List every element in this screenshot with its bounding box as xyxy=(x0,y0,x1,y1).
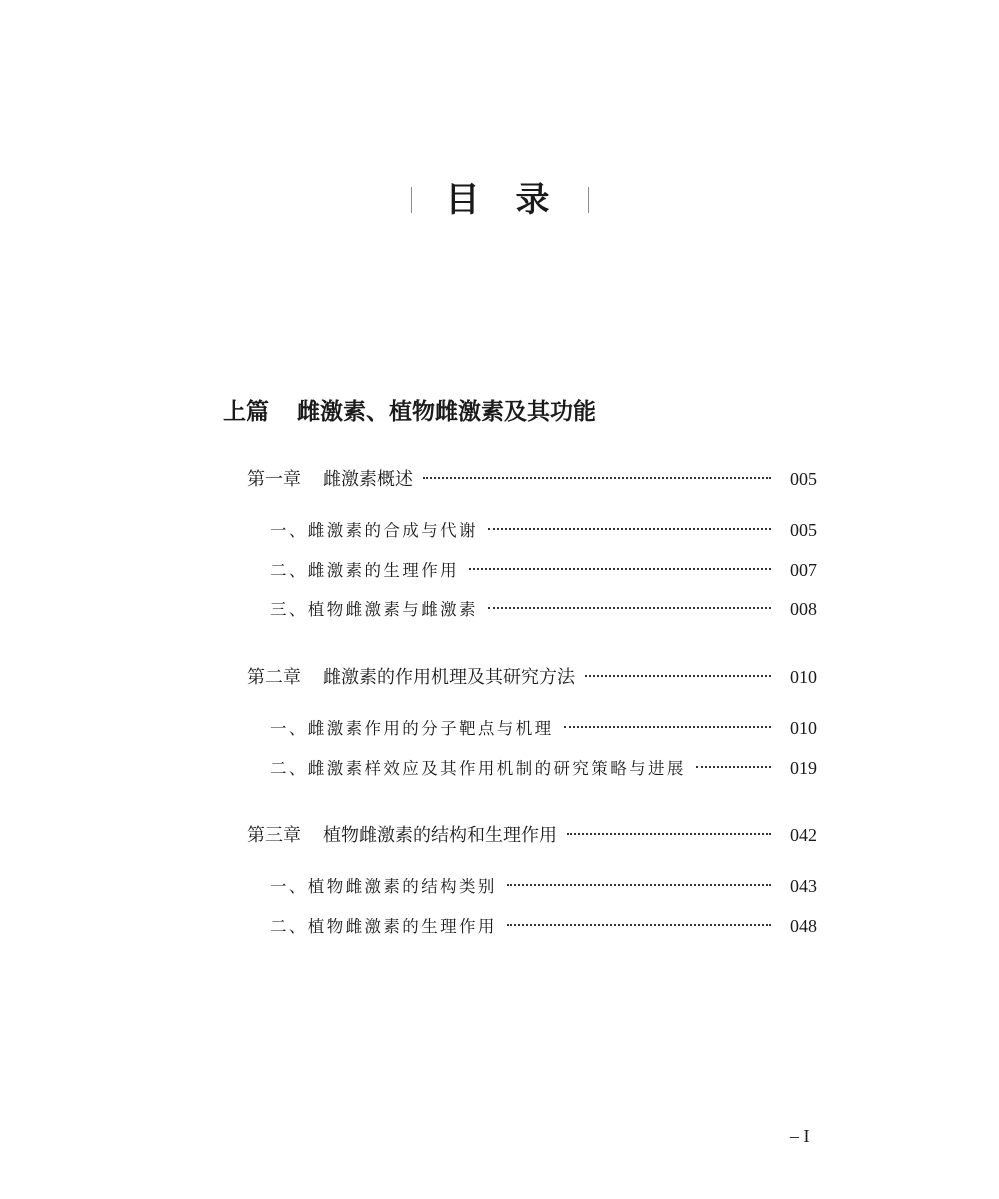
toc-section-1-1[interactable] xyxy=(270,517,817,544)
part-heading xyxy=(223,396,596,428)
dot-leader xyxy=(488,528,771,530)
section-title: 一、雌激素作用的分子靶点与机理 xyxy=(270,719,554,738)
page-number: 010 xyxy=(790,718,817,738)
toc-chapter-2[interactable] xyxy=(247,664,817,691)
page-title: 目录 xyxy=(445,180,586,220)
page-number: 005 xyxy=(790,520,817,540)
chapter-number: 第一章 xyxy=(247,469,301,490)
page-number: 008 xyxy=(790,599,817,619)
chapter-title: 植物雌激素的结构和生理作用 xyxy=(323,825,557,846)
dot-leader xyxy=(696,766,771,768)
toc-chapter-3[interactable] xyxy=(247,822,817,849)
toc-section-1-2[interactable] xyxy=(270,557,817,584)
toc-section-1-3[interactable] xyxy=(270,596,817,623)
page-folio: – I xyxy=(790,1126,810,1146)
chapter-number: 第二章 xyxy=(247,667,301,688)
page-number: 043 xyxy=(790,876,817,896)
page-number: 042 xyxy=(790,825,817,845)
toc-section-2-2[interactable] xyxy=(270,755,817,782)
part-title: 雌激素、植物雌激素及其功能 xyxy=(297,399,596,425)
section-title: 二、植物雌激素的生理作用 xyxy=(270,917,497,936)
page-number: 010 xyxy=(790,667,817,687)
section-title: 一、植物雌激素的结构类别 xyxy=(270,877,497,896)
toc-heading xyxy=(0,178,999,222)
dot-leader xyxy=(564,726,772,728)
chapter-number: 第三章 xyxy=(247,825,301,846)
section-title: 二、雌激素的生理作用 xyxy=(270,561,459,580)
toc-section-3-2[interactable] xyxy=(270,913,817,940)
dot-leader xyxy=(507,884,771,886)
page-number: 019 xyxy=(790,758,817,778)
section-title: 三、植物雌激素与雌激素 xyxy=(270,600,478,619)
page-number: 007 xyxy=(790,560,817,580)
toc-section-3-1[interactable] xyxy=(270,873,817,900)
section-title: 一、雌激素的合成与代谢 xyxy=(270,521,478,540)
title-left-rule xyxy=(411,187,412,213)
part-label: 上篇 xyxy=(223,399,269,425)
toc-section-2-1[interactable] xyxy=(270,715,817,742)
chapter-title: 雌激素的作用机理及其研究方法 xyxy=(323,667,575,688)
dot-leader xyxy=(488,607,771,609)
dot-leader xyxy=(469,568,771,570)
dot-leader xyxy=(507,924,771,926)
dot-leader xyxy=(585,675,771,677)
page-number: 048 xyxy=(790,916,817,936)
dot-leader xyxy=(567,833,771,835)
toc-chapter-1[interactable] xyxy=(247,466,817,493)
chapter-title: 雌激素概述 xyxy=(323,469,413,490)
dot-leader xyxy=(423,477,771,479)
section-title: 二、雌激素样效应及其作用机制的研究策略与进展 xyxy=(270,759,686,778)
page-number: 005 xyxy=(790,469,817,489)
title-right-rule xyxy=(588,187,589,213)
